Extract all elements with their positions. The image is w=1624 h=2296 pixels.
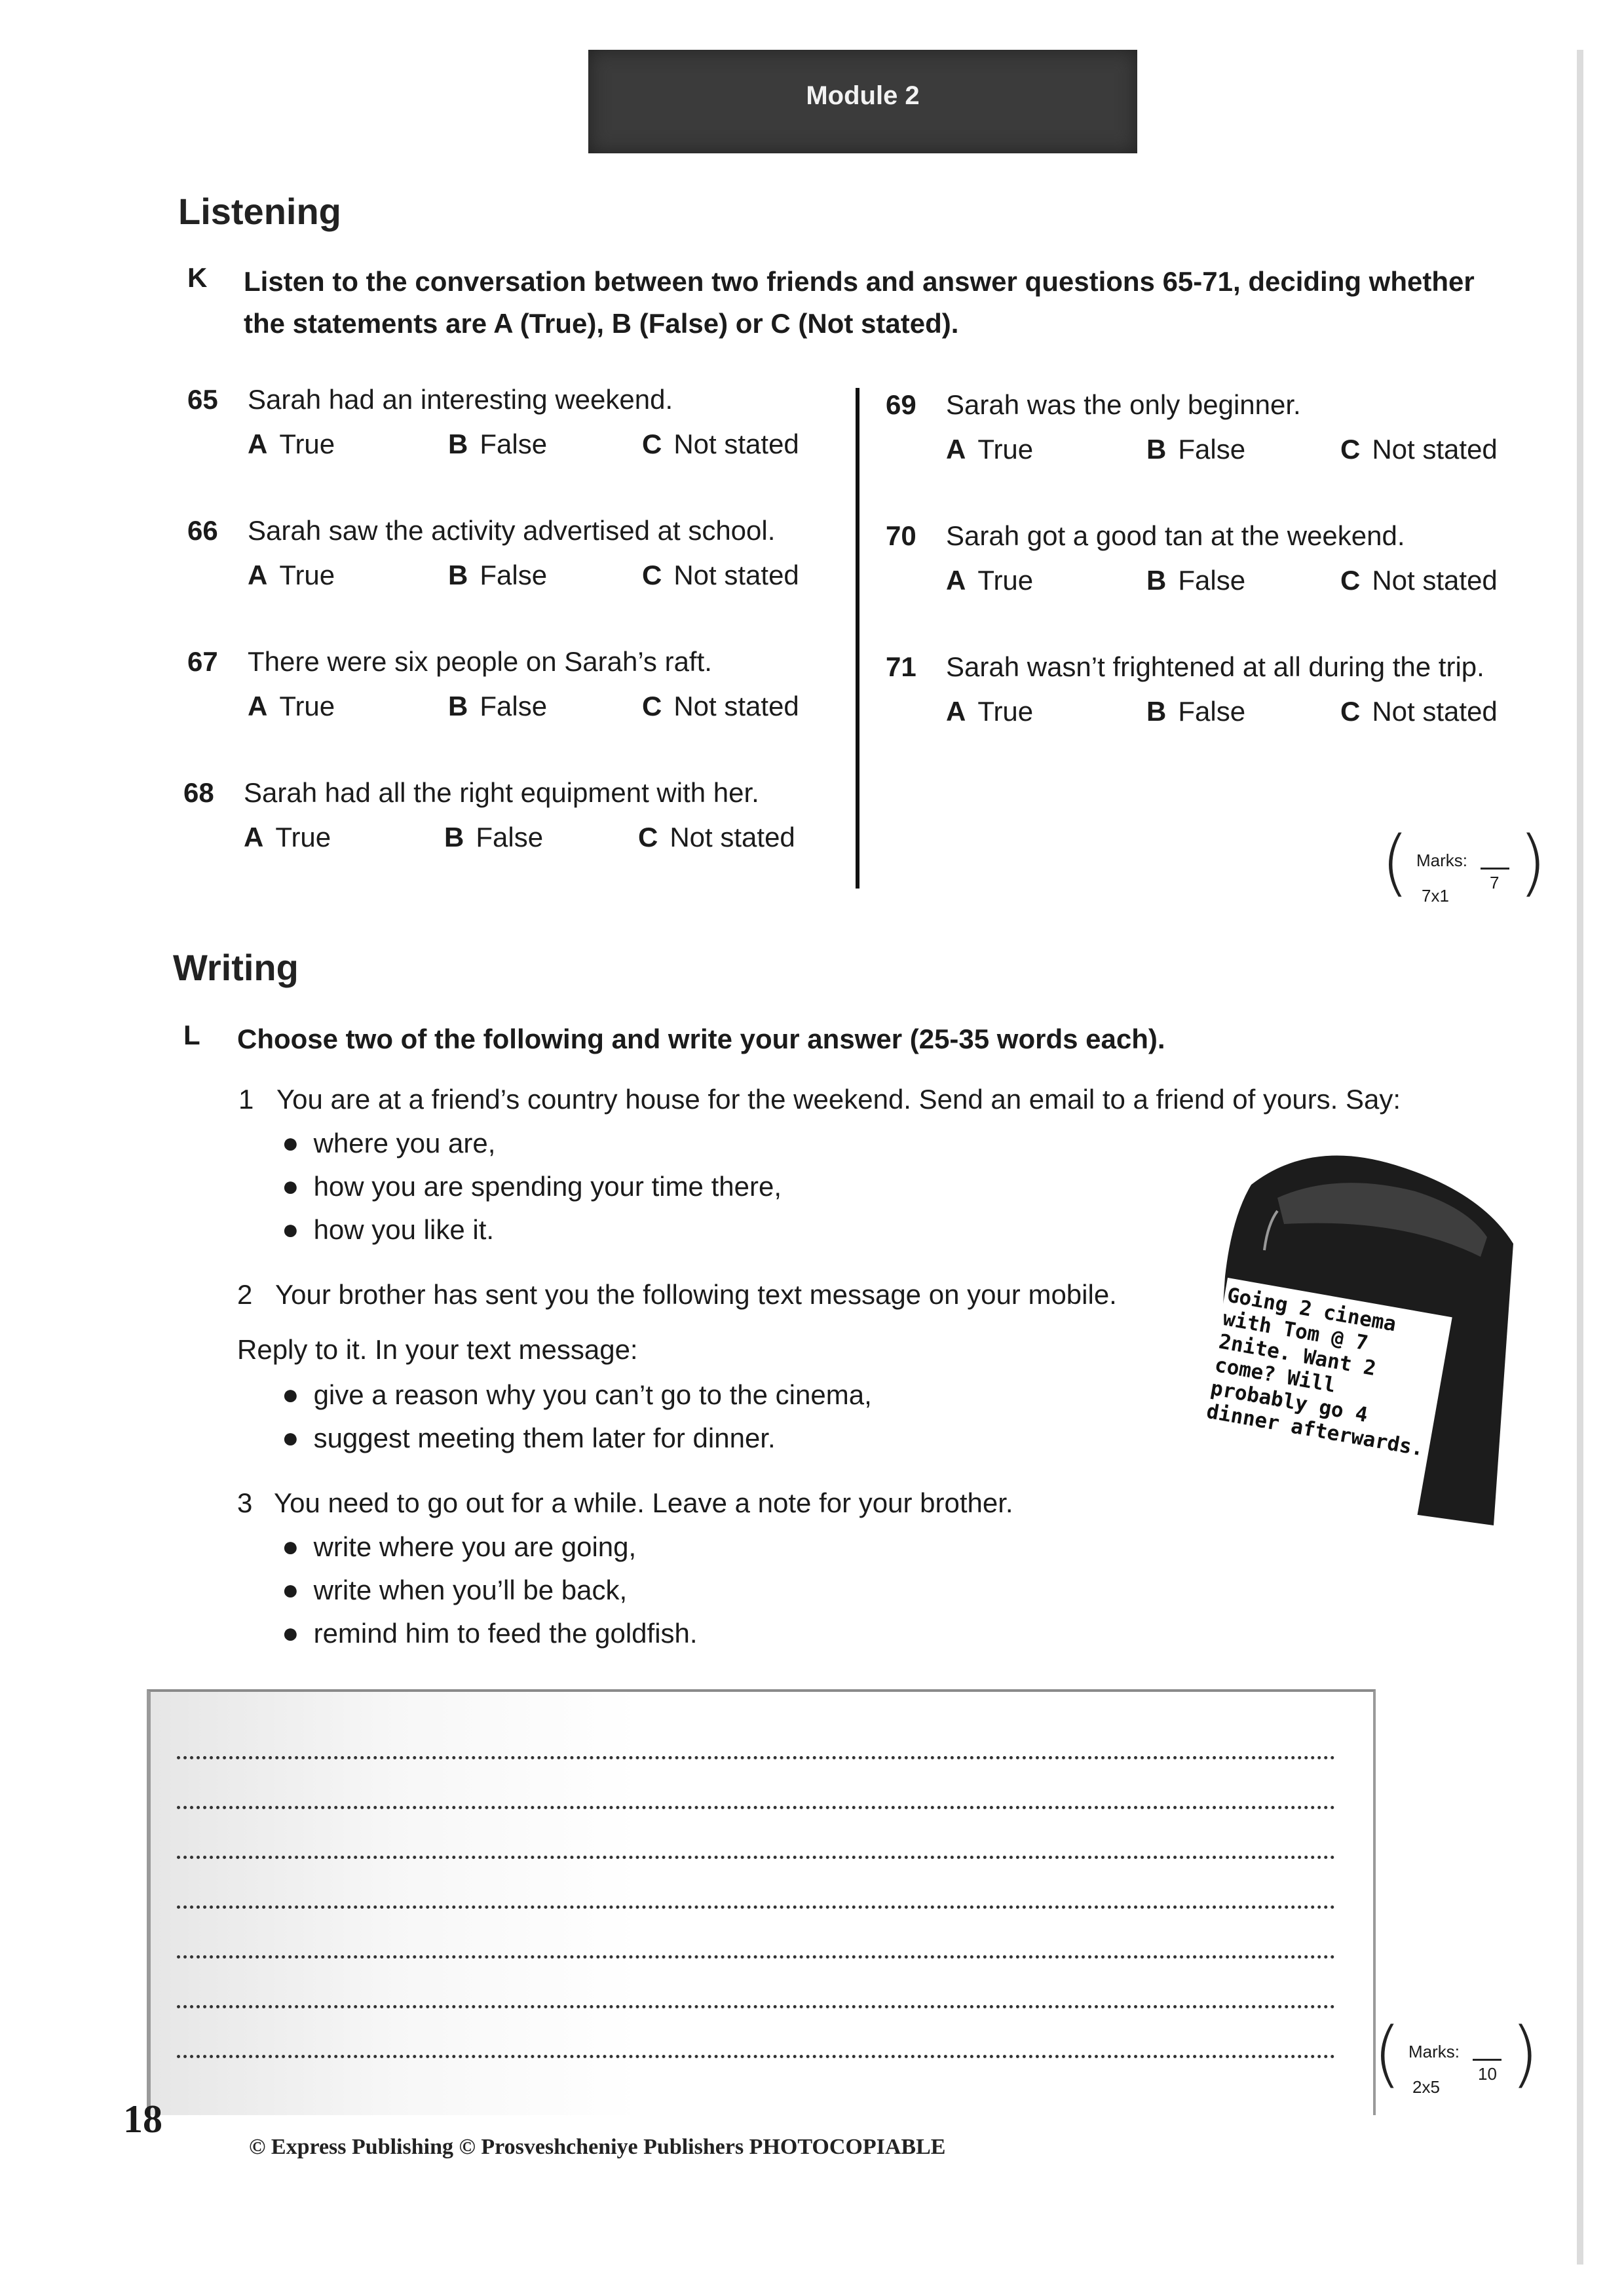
bullet-icon: ● [282,1422,299,1454]
paren-left: ( [1381,820,1409,904]
option-c[interactable]: C Not stated [1340,565,1498,596]
question-number: 68 [183,777,214,808]
option-b[interactable]: B False [444,822,544,852]
option-a[interactable]: A True [248,560,335,590]
bullet-item: ● where you are, [282,1127,496,1159]
answer-writing-area[interactable] [147,1689,1376,2115]
task-3-text: You need to go out for a while. Leave a note for your brother. [274,1487,1013,1518]
task-2-text: Your brother has sent you the following text message on your mobile. [275,1279,1117,1310]
module-title: Module 2 [806,81,920,110]
marks-fraction-line [1481,868,1509,870]
marks-total: 10 [1478,2064,1497,2084]
question-text: There were six people on Sarah’s raft. [248,646,712,677]
bullet-icon: ● [282,1214,299,1246]
question-text: Sarah saw the activity advertised at school. [248,515,776,546]
question-number: 66 [187,515,218,546]
question-66 [187,515,842,590]
option-c[interactable]: C Not stated [638,822,795,852]
option-a[interactable]: A True [244,822,331,852]
question-text: Sarah was the only beginner. [946,389,1301,420]
paren-left: ( [1373,2012,1401,2095]
question-68 [183,777,839,852]
answer-line[interactable] [177,1955,1335,1959]
option-a[interactable]: A True [248,429,335,459]
page-edge-rule [1577,50,1583,2265]
listening-heading: Listening [178,191,341,232]
task-3-number: 3 [237,1487,253,1518]
question-number: 70 [886,520,916,551]
answer-line[interactable] [177,2005,1335,2008]
bullet-item: ● how you are spending your time there, [282,1170,782,1202]
option-b[interactable]: B False [448,560,548,590]
question-69 [886,389,1541,465]
option-a[interactable]: A True [946,434,1034,465]
bullet-icon: ● [282,1617,299,1649]
question-number: 69 [886,389,916,420]
bullet-item: ● write when you’ll be back, [282,1574,628,1606]
bullet-icon: ● [282,1574,299,1606]
option-b[interactable]: B False [1146,565,1246,596]
question-number: 65 [187,384,218,415]
paren-right: ) [1511,2012,1539,2095]
marks-scheme: 2x5 [1412,2077,1440,2097]
answer-line[interactable] [177,1905,1335,1909]
option-c[interactable]: C Not stated [642,691,799,721]
bullet-item: ● how you like it. [282,1214,495,1246]
option-c[interactable]: C Not stated [1340,696,1498,727]
bullet-icon: ● [282,1170,299,1202]
option-b[interactable]: B False [1146,696,1246,727]
option-c[interactable]: C Not stated [1340,434,1498,465]
option-a[interactable]: A True [946,565,1034,596]
task-1-text: You are at a friend’s country house for the weekend. Send an email to a friend of yours. Say: [276,1084,1401,1115]
bullet-item: ● write where you are going, [282,1531,637,1563]
writing-instruction: Choose two of the following and write your answer (25-35 words each). [237,1024,1165,1054]
bullet-item: ● suggest meeting them later for dinner. [282,1422,776,1454]
marks-fraction-line [1473,2059,1501,2061]
bullet-item: ● remind him to feed the goldfish. [282,1617,698,1649]
option-c[interactable]: C Not stated [642,429,799,459]
answer-line[interactable] [177,1806,1335,1809]
sms-message: Going 2 cinema with Tom @ 7 2nite. Want 2 come? Will probably go 4 dinner afterwards. [1188,1278,1452,1540]
bullet-icon: ● [282,1379,299,1411]
task-2-number: 2 [237,1279,253,1310]
listening-task-letter: K [187,262,208,293]
option-a[interactable]: A True [946,696,1034,727]
question-text: Sarah wasn’t frightened at all during the trip. [946,651,1484,682]
bullet-item: ● give a reason why you can’t go to the cinema, [282,1379,872,1411]
option-b[interactable]: B False [448,691,548,721]
option-a[interactable]: A True [248,691,335,721]
answer-line[interactable] [177,1756,1335,1759]
question-text: Sarah had an interesting weekend. [248,384,673,415]
option-b[interactable]: B False [448,429,548,459]
paren-right: ) [1519,820,1547,904]
writing-heading: Writing [173,947,299,988]
marks-label: Marks: [1416,851,1467,870]
copyright-footer: © Express Publishing © Prosveshcheniye Publishers PHOTOCOPIABLE [249,2135,946,2159]
writing-task-letter: L [183,1020,200,1050]
question-text: Sarah got a good tan at the weekend. [946,520,1405,551]
question-65 [187,384,842,459]
question-67 [187,646,842,721]
module-banner [588,50,1137,153]
writing-marks-box [1373,2012,1539,2130]
bullet-icon: ● [282,1127,299,1159]
option-b[interactable]: B False [1146,434,1246,465]
option-c[interactable]: C Not stated [642,560,799,590]
bullet-icon: ● [282,1531,299,1563]
listening-instruction-line1: Listen to the conversation between two friends and answer questions 65-71, deciding whether [244,266,1475,297]
answer-line[interactable] [177,2055,1335,2058]
page-number: 18 [123,2097,162,2141]
marks-total: 7 [1490,873,1500,892]
answer-line[interactable] [177,1856,1335,1859]
task-1-number: 1 [238,1084,254,1115]
question-text: Sarah had all the right equipment with her. [244,777,759,808]
question-number: 67 [187,646,218,677]
question-70 [886,520,1541,596]
task-2-text2: Reply to it. In your text message: [237,1334,638,1365]
question-71 [886,651,1541,727]
listening-instruction-line2: the statements are A (True), B (False) or C (Not stated). [244,308,959,339]
column-divider [856,388,859,889]
marks-label: Marks: [1408,2042,1460,2061]
listening-marks-box [1381,820,1547,938]
question-number: 71 [886,651,916,682]
marks-scheme: 7x1 [1422,886,1449,906]
